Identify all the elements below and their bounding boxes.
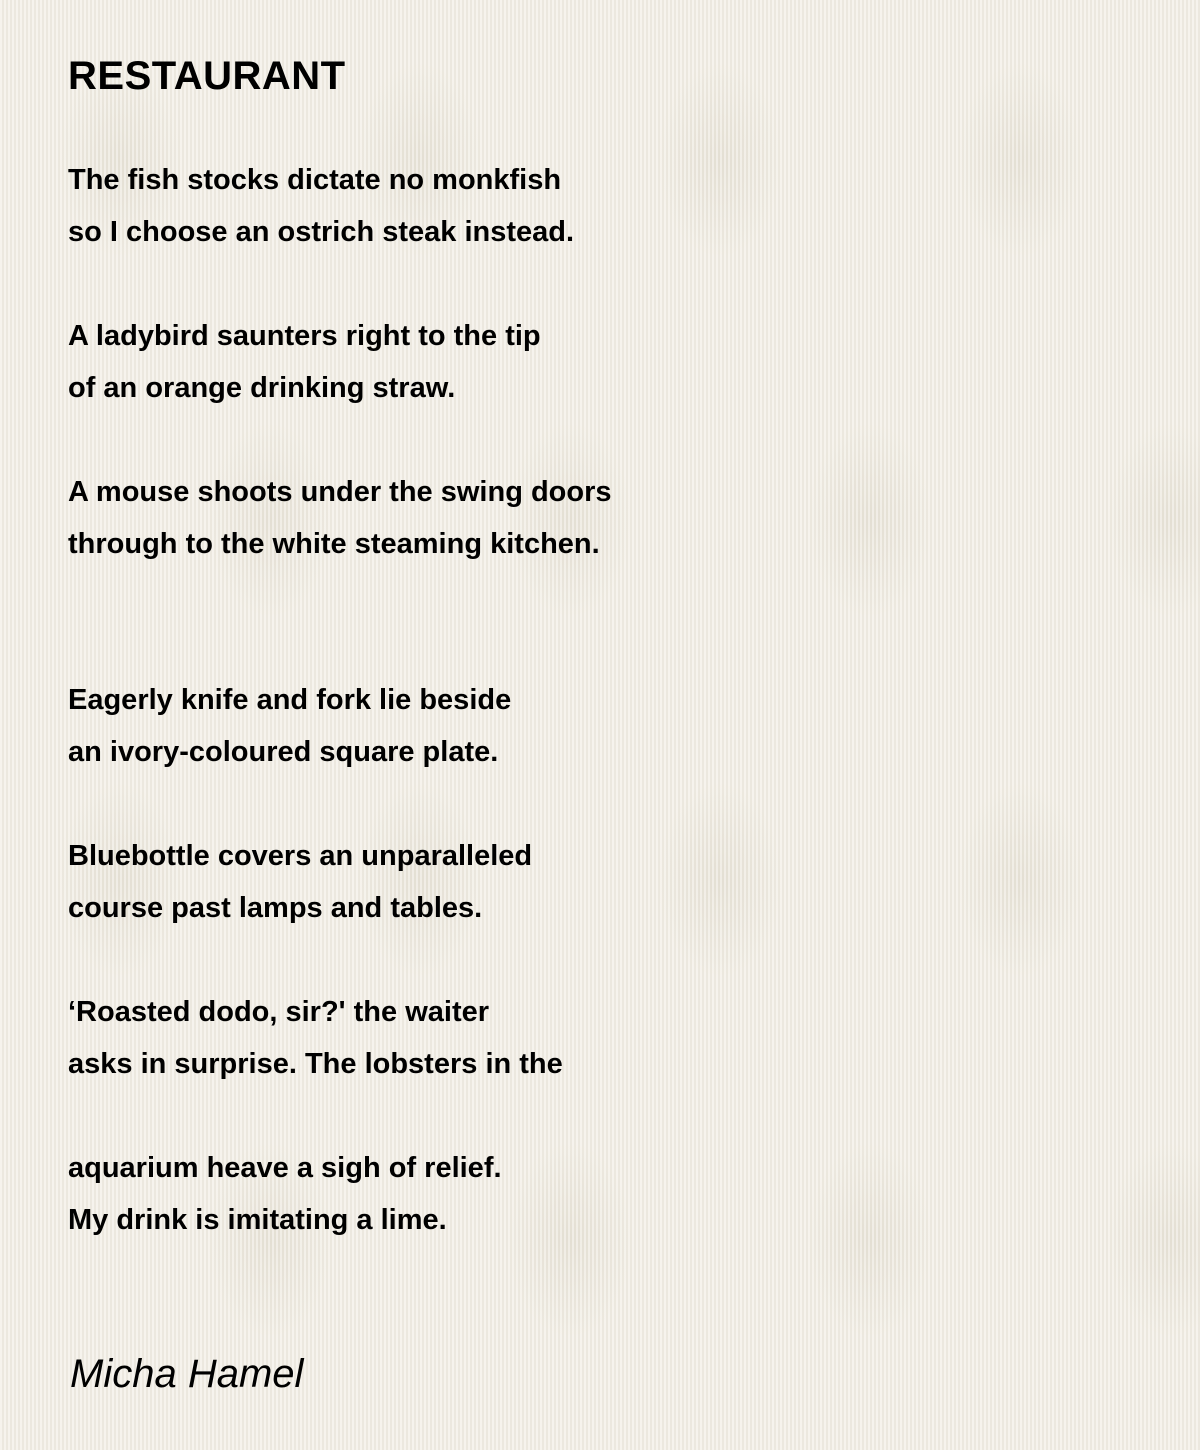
stanza-2 [68,310,1148,414]
stanza-5 [68,830,1148,934]
poem-line: ‘Roasted dodo, sir?' the waiter [68,996,490,1028]
poem-line: through to the white steaming kitchen. [68,528,600,560]
poem-container [68,52,1148,1298]
stanza-4 [68,674,1148,778]
poem-author: Micha Hamel [70,1352,304,1396]
poem-title: RESTAURANT [68,54,346,98]
poem-line: A ladybird saunters right to the tip [68,320,541,352]
poem-line: so I choose an ostrich steak instead. [68,216,575,248]
stanza-3 [68,466,1148,570]
stanza-6 [68,986,1148,1090]
poem-line: course past lamps and tables. [68,892,483,924]
poem-line: Bluebottle covers an unparalleled [68,840,533,872]
poem-line: A mouse shoots under the swing doors [68,476,612,508]
stanza-1 [68,154,1148,258]
poem-line: aquarium heave a sigh of relief. [68,1152,502,1184]
stanza-7 [68,1142,1148,1246]
poem-body [68,154,1148,1246]
poem-line: asks in surprise. The lobsters in the [68,1048,563,1080]
poem-line: an ivory-coloured square plate. [68,736,499,768]
poem-line: Eagerly knife and fork lie beside [68,684,512,716]
poem-line: My drink is imitating a lime. [68,1204,447,1236]
poem-line: of an orange drinking straw. [68,372,456,404]
poem-line: The fish stocks dictate no monkfish [68,164,562,196]
